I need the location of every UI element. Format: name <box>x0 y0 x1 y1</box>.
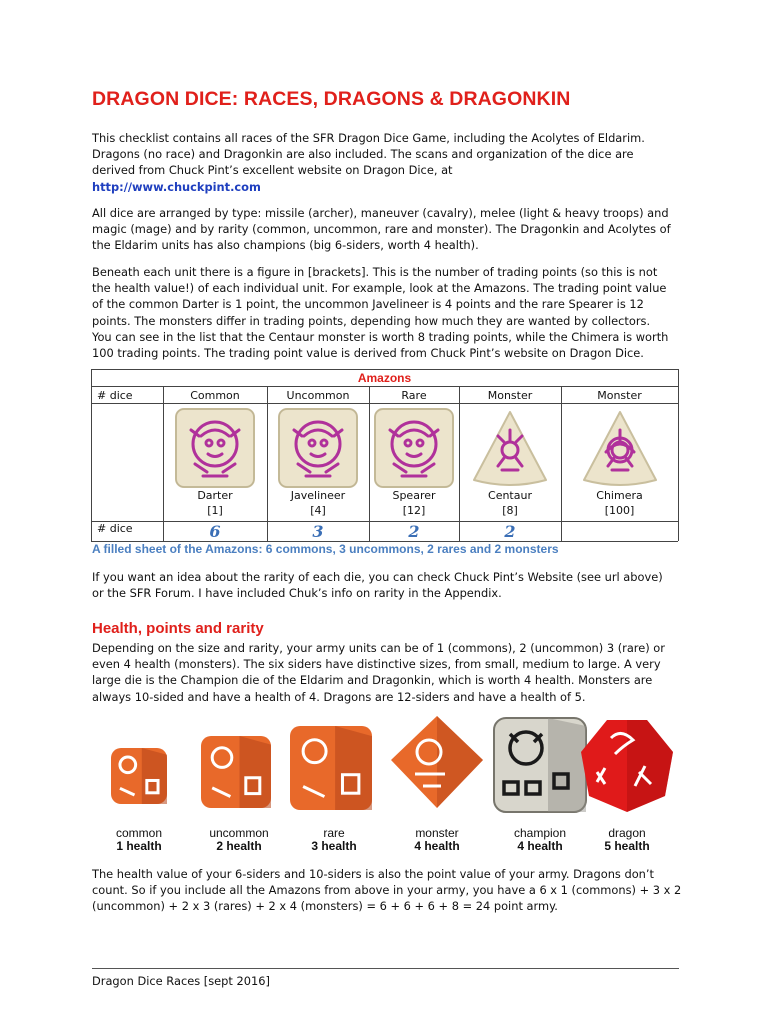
text-line: If you want an idea about the rarity of each die, you can check Chuck Pint’s Website (see url above) <box>92 570 663 584</box>
unit-name-3: Centaur <box>488 489 532 502</box>
text-line: (uncommon) + 2 x 3 (rares) + 2 x 4 (monsters) = 6 + 6 + 6 + 8 = 24 point army. <box>92 899 558 914</box>
text-line: This checklist contains all races of the SFR Dragon Dice Game, including the Acolytes of Eldarim. <box>92 131 645 145</box>
section-heading: Health, points and rarity <box>92 620 264 637</box>
unit-trading-points-3: [8] <box>502 504 518 517</box>
text-line: derived from Chuck Pint’s excellent website on Dragon Dice, at <box>92 163 453 178</box>
intro-paragraph <box>92 130 682 195</box>
die-health: 4 health <box>414 839 460 853</box>
die-name: champion <box>513 826 567 840</box>
unit-trading-points-4: [100] <box>604 504 635 517</box>
table-rule <box>91 403 678 404</box>
rare-die-label <box>284 827 384 853</box>
health-paragraph <box>92 640 682 705</box>
text-line: Depending on the size and rarity, your army units can be of 1 (commons), 2 (uncommon) 3 (rare) or <box>92 641 665 655</box>
text-line: 100 trading points. The trading point value is derived from Chuck Pint’s website on Dragon Dice. <box>92 346 644 361</box>
column-type-2: Rare <box>401 389 427 402</box>
table-column-rule <box>678 369 679 541</box>
amazon-die-icon-4 <box>578 406 662 490</box>
dice-count-3: 2 <box>504 522 516 541</box>
unit-name-2: Spearer <box>392 489 436 502</box>
die-name: rare <box>323 826 345 840</box>
text-line: count. So if you include all the Amazons from above in your army, you have a 6 x 1 (commons) + 3 x 2 <box>92 883 682 898</box>
monster-die-icon <box>385 712 489 818</box>
point-value-paragraph <box>92 866 682 915</box>
dice-photo-strip <box>92 712 676 858</box>
text-line: always 10-sided and have a health of 4. Dragons are 12-siders and have a health of 5. <box>92 689 586 704</box>
column-type-3: Monster <box>487 389 533 402</box>
row-label-header: # dice <box>97 389 133 402</box>
uncommon-die-icon <box>187 712 291 818</box>
dice-count-1: 3 <box>312 522 324 541</box>
table-rule <box>91 369 678 370</box>
text-line: of the common Darter is 1 point, the uncommon Javelineer is 4 points and the rare Spearer is 12 <box>92 297 644 312</box>
rare-die-icon <box>282 712 386 818</box>
die-name: uncommon <box>209 826 269 840</box>
table-title: Amazons <box>357 371 412 385</box>
amazon-die-icon-1 <box>276 406 360 490</box>
text-line: the health value!) of each individual unit. For example, look at the Amazons. The trading point value <box>92 281 667 296</box>
unit-name-4: Chimera <box>596 489 643 502</box>
table-column-rule <box>91 369 92 541</box>
die-health: 4 health <box>517 839 563 853</box>
die-name: dragon <box>608 826 646 840</box>
amazons-table <box>91 369 678 541</box>
trading-points-paragraph <box>92 264 682 361</box>
row-label-footer: # dice <box>97 522 133 535</box>
table-rule <box>91 386 678 387</box>
die-health: 2 health <box>216 839 262 853</box>
text-line: You can see in the list that the Centaur monster is worth 8 trading points, while the Chimera is worth <box>92 329 669 344</box>
common-die-icon <box>87 712 191 818</box>
die-health: 5 health <box>604 839 650 853</box>
text-line: magic (mage) and by rarity (common, uncommon, rare and monster). The Dragonkin and Acolytes of <box>92 222 671 237</box>
die-health: 1 health <box>116 839 162 853</box>
column-type-4: Monster <box>597 389 642 402</box>
amazon-die-icon-2 <box>372 406 456 490</box>
monster-die-label <box>387 827 487 853</box>
text-line: the Eldarim units has also champions (big 6-siders, worth 4 health). <box>92 238 479 253</box>
dice-count-0: 6 <box>209 522 221 541</box>
unit-trading-points-2: [12] <box>402 504 426 517</box>
dragon-die-icon <box>575 712 679 818</box>
amazon-die-icon-3 <box>468 406 552 490</box>
unit-name-1: Javelineer <box>290 489 346 502</box>
footer-divider <box>92 968 679 969</box>
amazon-die-icon-0 <box>173 406 257 490</box>
unit-trading-points-1: [4] <box>310 504 326 517</box>
die-health: 3 health <box>311 839 357 853</box>
column-type-0: Common <box>190 389 240 402</box>
column-type-1: Uncommon <box>286 389 350 402</box>
die-name: monster <box>415 826 459 840</box>
text-line: Beneath each unit there is a figure in [brackets]. This is the number of trading points (so this is not <box>92 265 658 279</box>
die-name: common <box>115 826 162 840</box>
unit-trading-points-0: [1] <box>207 504 223 517</box>
text-line: or the SFR Forum. I have included Chuk’s info on rarity in the Appendix. <box>92 586 502 601</box>
text-line: points. The monsters differ in trading points, depending how much they are wanted by collectors. <box>92 313 651 328</box>
unit-name-0: Darter <box>197 489 233 502</box>
common-die-label <box>89 827 189 853</box>
champion-die-label <box>490 827 590 853</box>
text-line: large die is the Champion die of the Eldarim and Dragonkin, which is worth 4 health. Monsters are <box>92 673 653 688</box>
dice-count-2: 2 <box>408 522 420 541</box>
table-caption: A filled sheet of the Amazons: 6 commons, 3 uncommons, 2 rares and 2 monsters <box>92 542 559 556</box>
chuckpint-link[interactable]: http://www.chuckpint.com <box>92 179 261 194</box>
page-footer: Dragon Dice Races [sept 2016] <box>92 974 270 988</box>
text-line: Dragons (no race) and Dragonkin are also included. The scans and organization of the dice are <box>92 147 634 162</box>
dragon-die-label <box>577 827 677 853</box>
rarity-paragraph <box>92 569 682 601</box>
arrangement-paragraph <box>92 205 682 254</box>
uncommon-die-label <box>189 827 289 853</box>
text-line: even 4 health (monsters). The six siders have distinctive sizes, from small, medium to large. A very <box>92 657 661 672</box>
text-line: The health value of your 6-siders and 10-siders is also the point value of your army. Dragons don’t <box>92 867 654 881</box>
text-line: All dice are arranged by type: missile (archer), maneuver (cavalry), melee (light & heavy troops) and <box>92 206 669 220</box>
document-title: DRAGON DICE: RACES, DRAGONS & DRAGONKIN <box>92 88 571 110</box>
